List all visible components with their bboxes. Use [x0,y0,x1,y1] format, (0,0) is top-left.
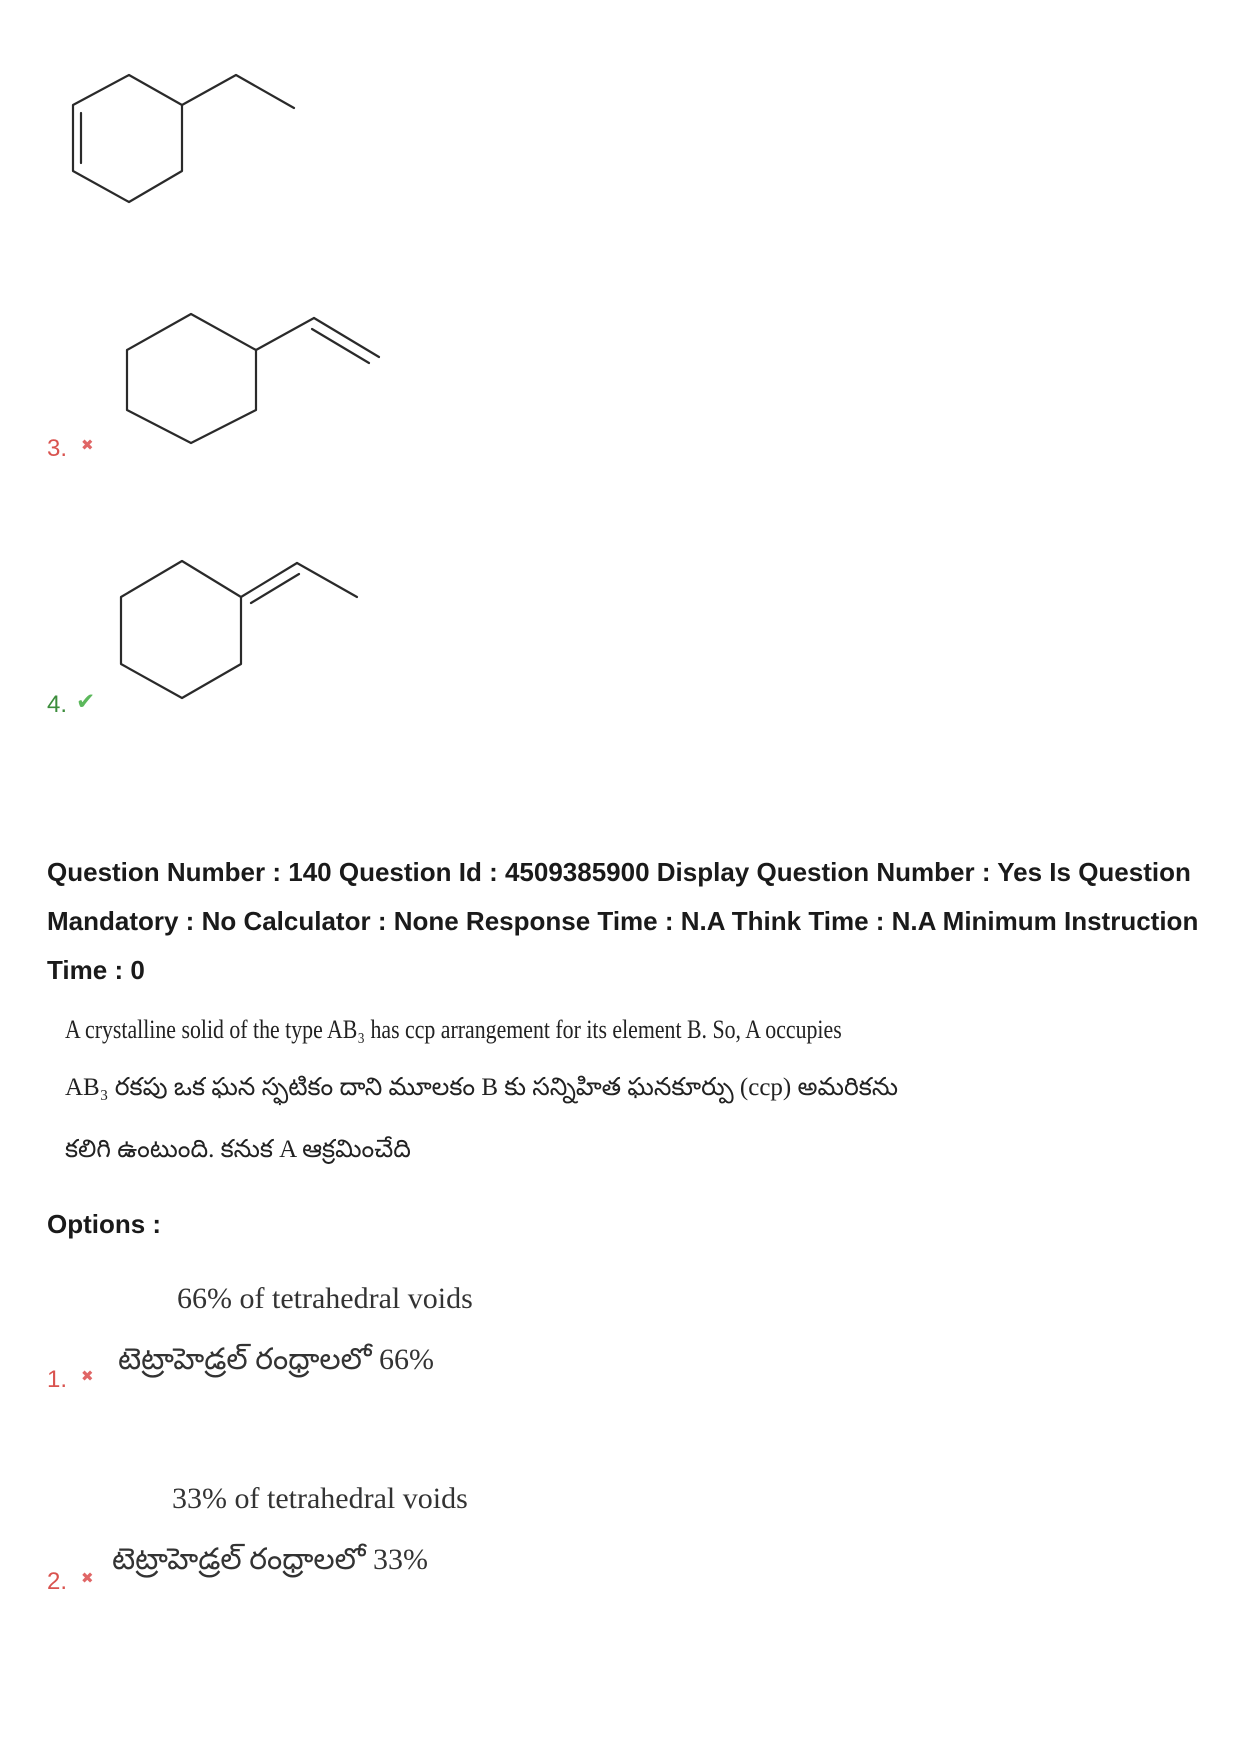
cross-icon [81,427,94,463]
options-heading: Options : [47,1209,162,1239]
cross-icon [81,1358,94,1394]
question-text-telugu-line: AB₃ రకపు ఒక ఘన స్ఫటికం దాని మూలకం B కు సన్నిహిత ఘనకూర్పు (ccp) అమరికను [65,1074,899,1101]
option-text-english: 66% of tetrahedral voids [177,1282,473,1315]
option-text-english: 33% of tetrahedral voids [172,1482,468,1515]
ring-bonds [127,314,256,443]
question-text-english: A crystalline solid of the type AB₃ has ccp arrangement for its element B. So, A occupies [65,1015,842,1044]
option-3-label [47,431,94,467]
ring-to-vinyl-bond [256,318,314,350]
option-number: 2. [47,1568,68,1595]
option-number: 4. [47,691,68,718]
option-text-telugu: టెట్రాహెడ్రల్ రంధ్రాలలో 33% [112,1543,429,1576]
ring-bonds [121,561,241,698]
option-number: 3. [47,435,68,462]
question-header-line: Time : 0 [47,955,145,985]
option-4-label [47,687,95,723]
question-header-line: Mandatory : No Calculator : None Response Time : N.A Think Time : N.A Minimum Instruction [47,906,1199,936]
exocyclic-double-bond-inner [251,574,299,603]
option-2-label [47,1564,94,1600]
methyl-bond [297,563,357,597]
question-header-line: Question Number : 140 Question Id : 4509385900 Display Question Number : Yes Is Question [47,857,1191,887]
option-1-label [47,1362,94,1398]
question-header [47,848,1198,995]
option-text-telugu: టెట్రాహెడ్రల్ రంధ్రాలలో 66% [118,1343,435,1376]
question-text-telugu-line: కలిగి ఉంటుంది. కనుక A ఆక్రమించేది [65,1136,411,1163]
vinylcyclohexane-structure [115,305,395,455]
ethylidenecyclohexane-structure [110,550,375,710]
option-number: 1. [47,1366,68,1393]
check-icon [76,684,95,720]
cross-icon [81,1560,94,1596]
vinyl-double-bond-outer [314,318,379,357]
ethylcyclohexene-structure [60,65,305,210]
ring-bonds [73,75,182,202]
ethyl-chain [182,75,294,108]
